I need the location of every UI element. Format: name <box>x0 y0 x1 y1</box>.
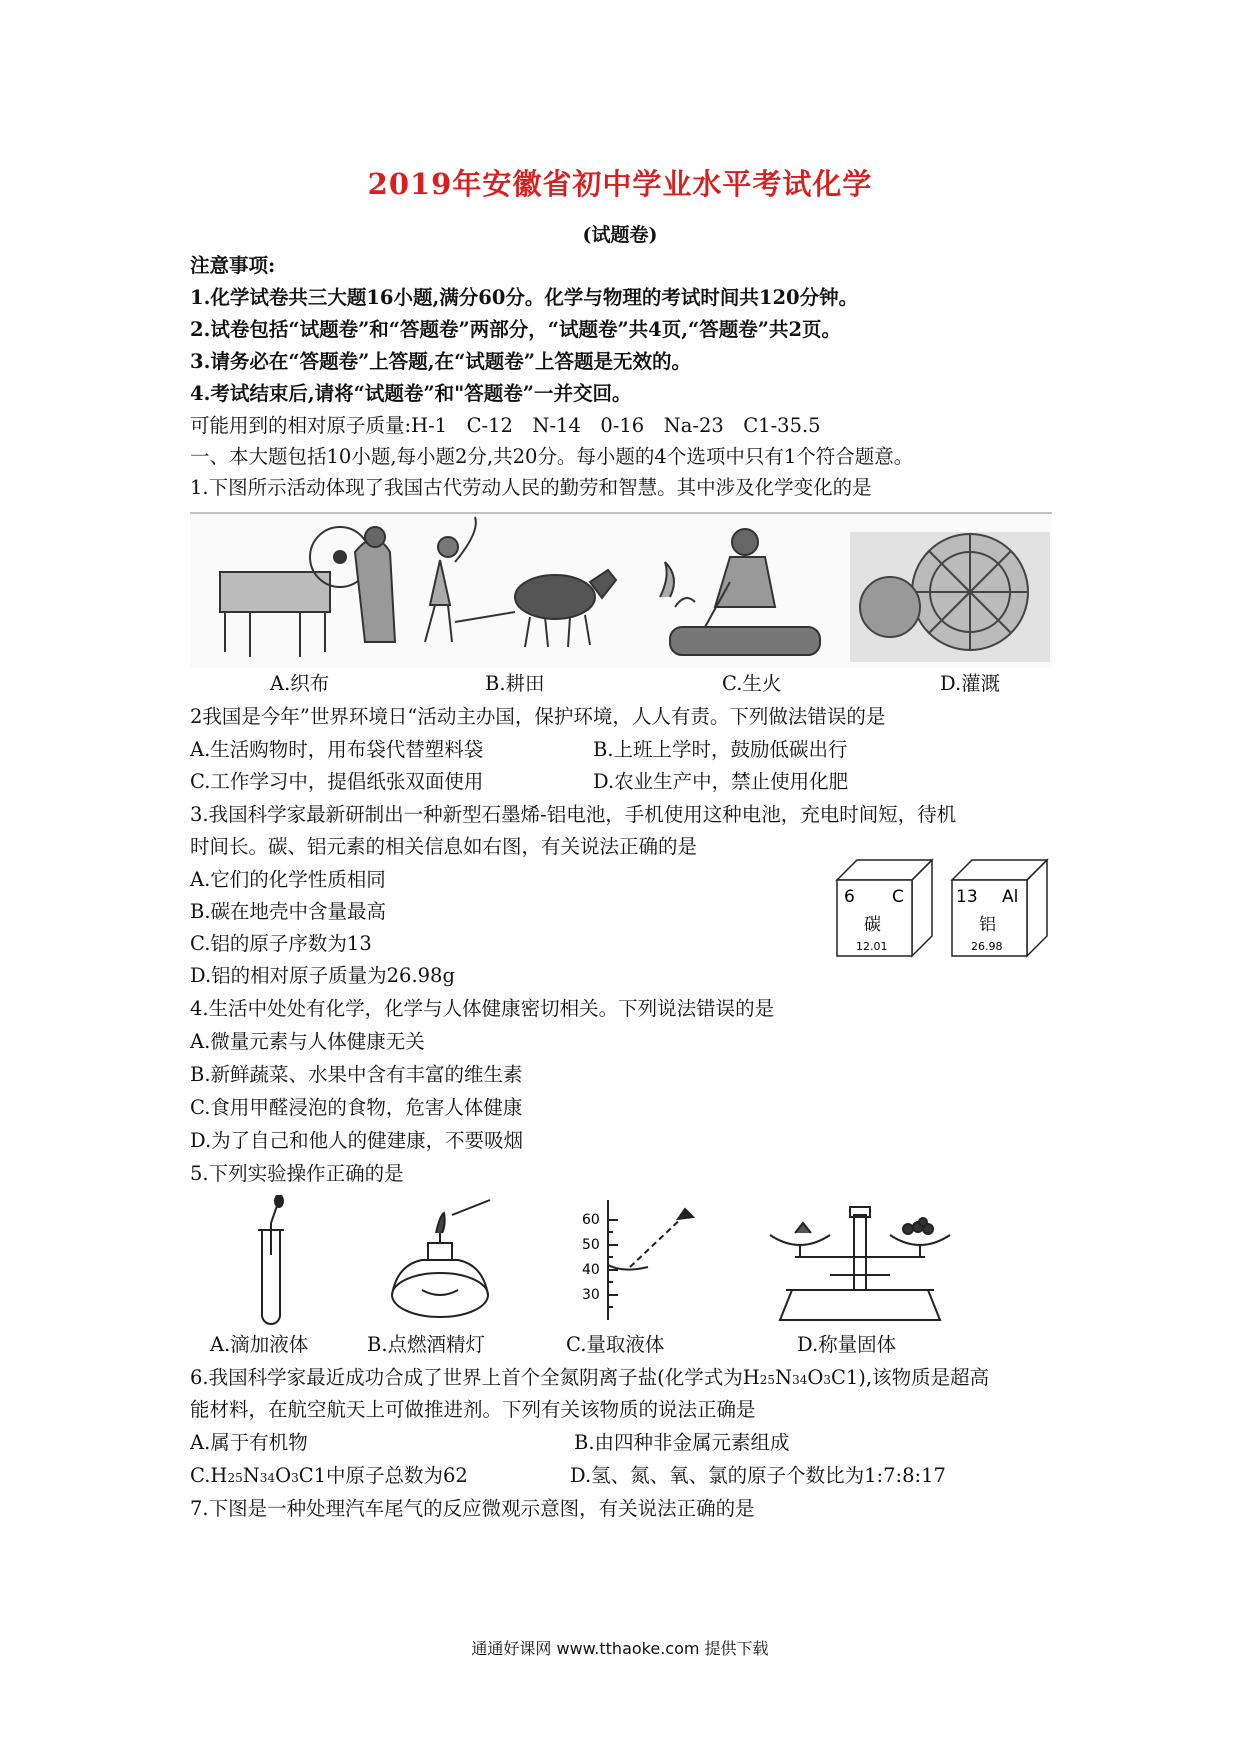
q4-option-c: C.食用甲醛浸泡的食物，危害人体健康 <box>190 1096 523 1119</box>
q2-option-a: A.生活购物时，用布袋代替塑料袋 <box>190 738 484 761</box>
footer-text: 通通好课网 www.tthaoke.com 提供下载 <box>471 1639 769 1658</box>
q3-option-c: C.铝的原子序数为13 <box>190 932 372 955</box>
q2-option-c: C.工作学习中，提倡纸张双面使用 <box>190 770 484 793</box>
element-cards-figure <box>832 852 1052 962</box>
q4-option-b: B.新鲜蔬菜、水果中含有丰富的维生素 <box>190 1063 523 1086</box>
notice-item: 3.请务必在“答题卷”上答题,在“试题卷”上答题是无效的。 <box>190 350 692 373</box>
question-5-stem: 5.下列实验操作正确的是 <box>190 1162 404 1185</box>
q1-option-b: B.耕田 <box>485 672 545 695</box>
q5-option-d: D.称量固体 <box>797 1333 897 1356</box>
q2-option-b: B.上班上学时，鼓励低碳出行 <box>593 738 848 761</box>
graduated-cylinder-picture <box>608 1200 693 1320</box>
question-7-stem: 7.下图是一种处理汽车尾气的反应微观示意图，有关说法正确的是 <box>190 1497 755 1520</box>
question-4-stem: 4.生活中处处有化学，化学与人体健康密切相关。下列说法错误的是 <box>190 997 775 1020</box>
q3-option-b: B.碳在地壳中含量最高 <box>190 900 387 923</box>
question-2-stem: 2我国是今年”世界环境日“活动主办国，保护环境，人人有责。下列做法错误的是 <box>190 705 886 728</box>
aluminium-number: 13 <box>956 887 978 907</box>
carbon-number: 6 <box>844 887 855 907</box>
question-1-stem: 1.下图所示活动体现了我国古代劳动人民的勤劳和智慧。其中涉及化学变化的是 <box>190 476 872 499</box>
q5-option-b: B.点燃酒精灯 <box>367 1333 486 1356</box>
notice-heading: 注意事项: <box>190 254 276 277</box>
q5-figure <box>190 1195 1050 1325</box>
test-tube-dropper-picture <box>258 1195 284 1324</box>
q3-option-d: D.铝的相对原子质量为26.98g <box>190 964 455 987</box>
atomic-mass-line: 可能用到的相对原子质量:H-1 C-12 N-14 0-16 Na-23 C1-35.5 <box>190 414 821 437</box>
q1-figure <box>190 512 1052 668</box>
page-subtitle: (试题卷) <box>582 224 658 246</box>
cylinder-tick-label: 40 <box>582 1262 600 1278</box>
question-3-stem: 3.我国科学家最新研制出一种新型石墨烯-铝电池，手机使用这种电池，充电时间短，待机 <box>190 803 957 826</box>
q5-option-a: A.滴加液体 <box>210 1333 309 1356</box>
page-title: 2019年安徽省初中学业水平考试化学 <box>367 167 873 201</box>
carbon-mass: 12.01 <box>856 940 888 953</box>
question-6-stem: 能材料，在航空航天上可做推进剂。下列有关该物质的说法正确是 <box>190 1398 756 1421</box>
q1-option-c: C.生火 <box>722 672 782 695</box>
q2-option-d: D.农业生产中，禁止使用化肥 <box>593 770 849 793</box>
aluminium-name: 铝 <box>979 915 996 935</box>
q6-option-d: D.氢、氮、氧、氯的原子个数比为1:7:8:17 <box>570 1464 946 1487</box>
question-3-stem: 时间长。碳、铝元素的相关信息如右图，有关说法正确的是 <box>190 835 698 858</box>
q3-option-a: A.它们的化学性质相同 <box>190 868 386 891</box>
cylinder-tick-label: 60 <box>582 1212 600 1228</box>
q6-option-b: B.由四种非金属元素组成 <box>574 1431 790 1454</box>
q4-option-a: A.微量元素与人体健康无关 <box>190 1030 425 1053</box>
cylinder-tick-label: 50 <box>582 1237 600 1253</box>
aluminium-mass: 26.98 <box>971 940 1003 953</box>
notice-item: 2.试卷包括“试题卷”和“答题卷”两部分，“试题卷”共4页,“答题卷”共2页。 <box>190 318 842 341</box>
question-6-stem: 6.我国科学家最近成功合成了世界上首个全氮阴离子盐(化学式为H25N34O3C1),该物质是超高 <box>190 1366 990 1389</box>
cylinder-tick-label: 30 <box>582 1287 600 1303</box>
q6-option-c: C.H25N34O3C1中原子总数为62 <box>190 1464 468 1487</box>
alcohol-lamp-picture <box>392 1200 490 1317</box>
aluminium-symbol: Al <box>1002 887 1019 907</box>
q1-option-d: D.灌溉 <box>940 672 1001 695</box>
q5-option-c: C.量取液体 <box>566 1333 665 1356</box>
notice-item: 4.考试结束后,请将“试题卷”和"答题卷”一并交回。 <box>190 382 632 405</box>
q6-option-a: A.属于有机物 <box>190 1431 308 1454</box>
q4-option-d: D.为了自己和他人的健建康，不要吸烟 <box>190 1129 524 1152</box>
balance-scale-picture <box>770 1207 950 1320</box>
carbon-symbol: C <box>892 887 904 907</box>
irrigation-wheel-picture <box>850 532 1050 662</box>
notice-item: 1.化学试卷共三大题16小题,满分60分。化学与物理的考试时间共120分钟。 <box>190 286 859 309</box>
carbon-name: 碳 <box>864 915 881 935</box>
section-heading: 一、本大题包括10小题,每小题2分,共20分。每小题的4个选项中只有1个符合题意。 <box>190 445 914 468</box>
q1-option-a: A.织布 <box>270 672 330 695</box>
